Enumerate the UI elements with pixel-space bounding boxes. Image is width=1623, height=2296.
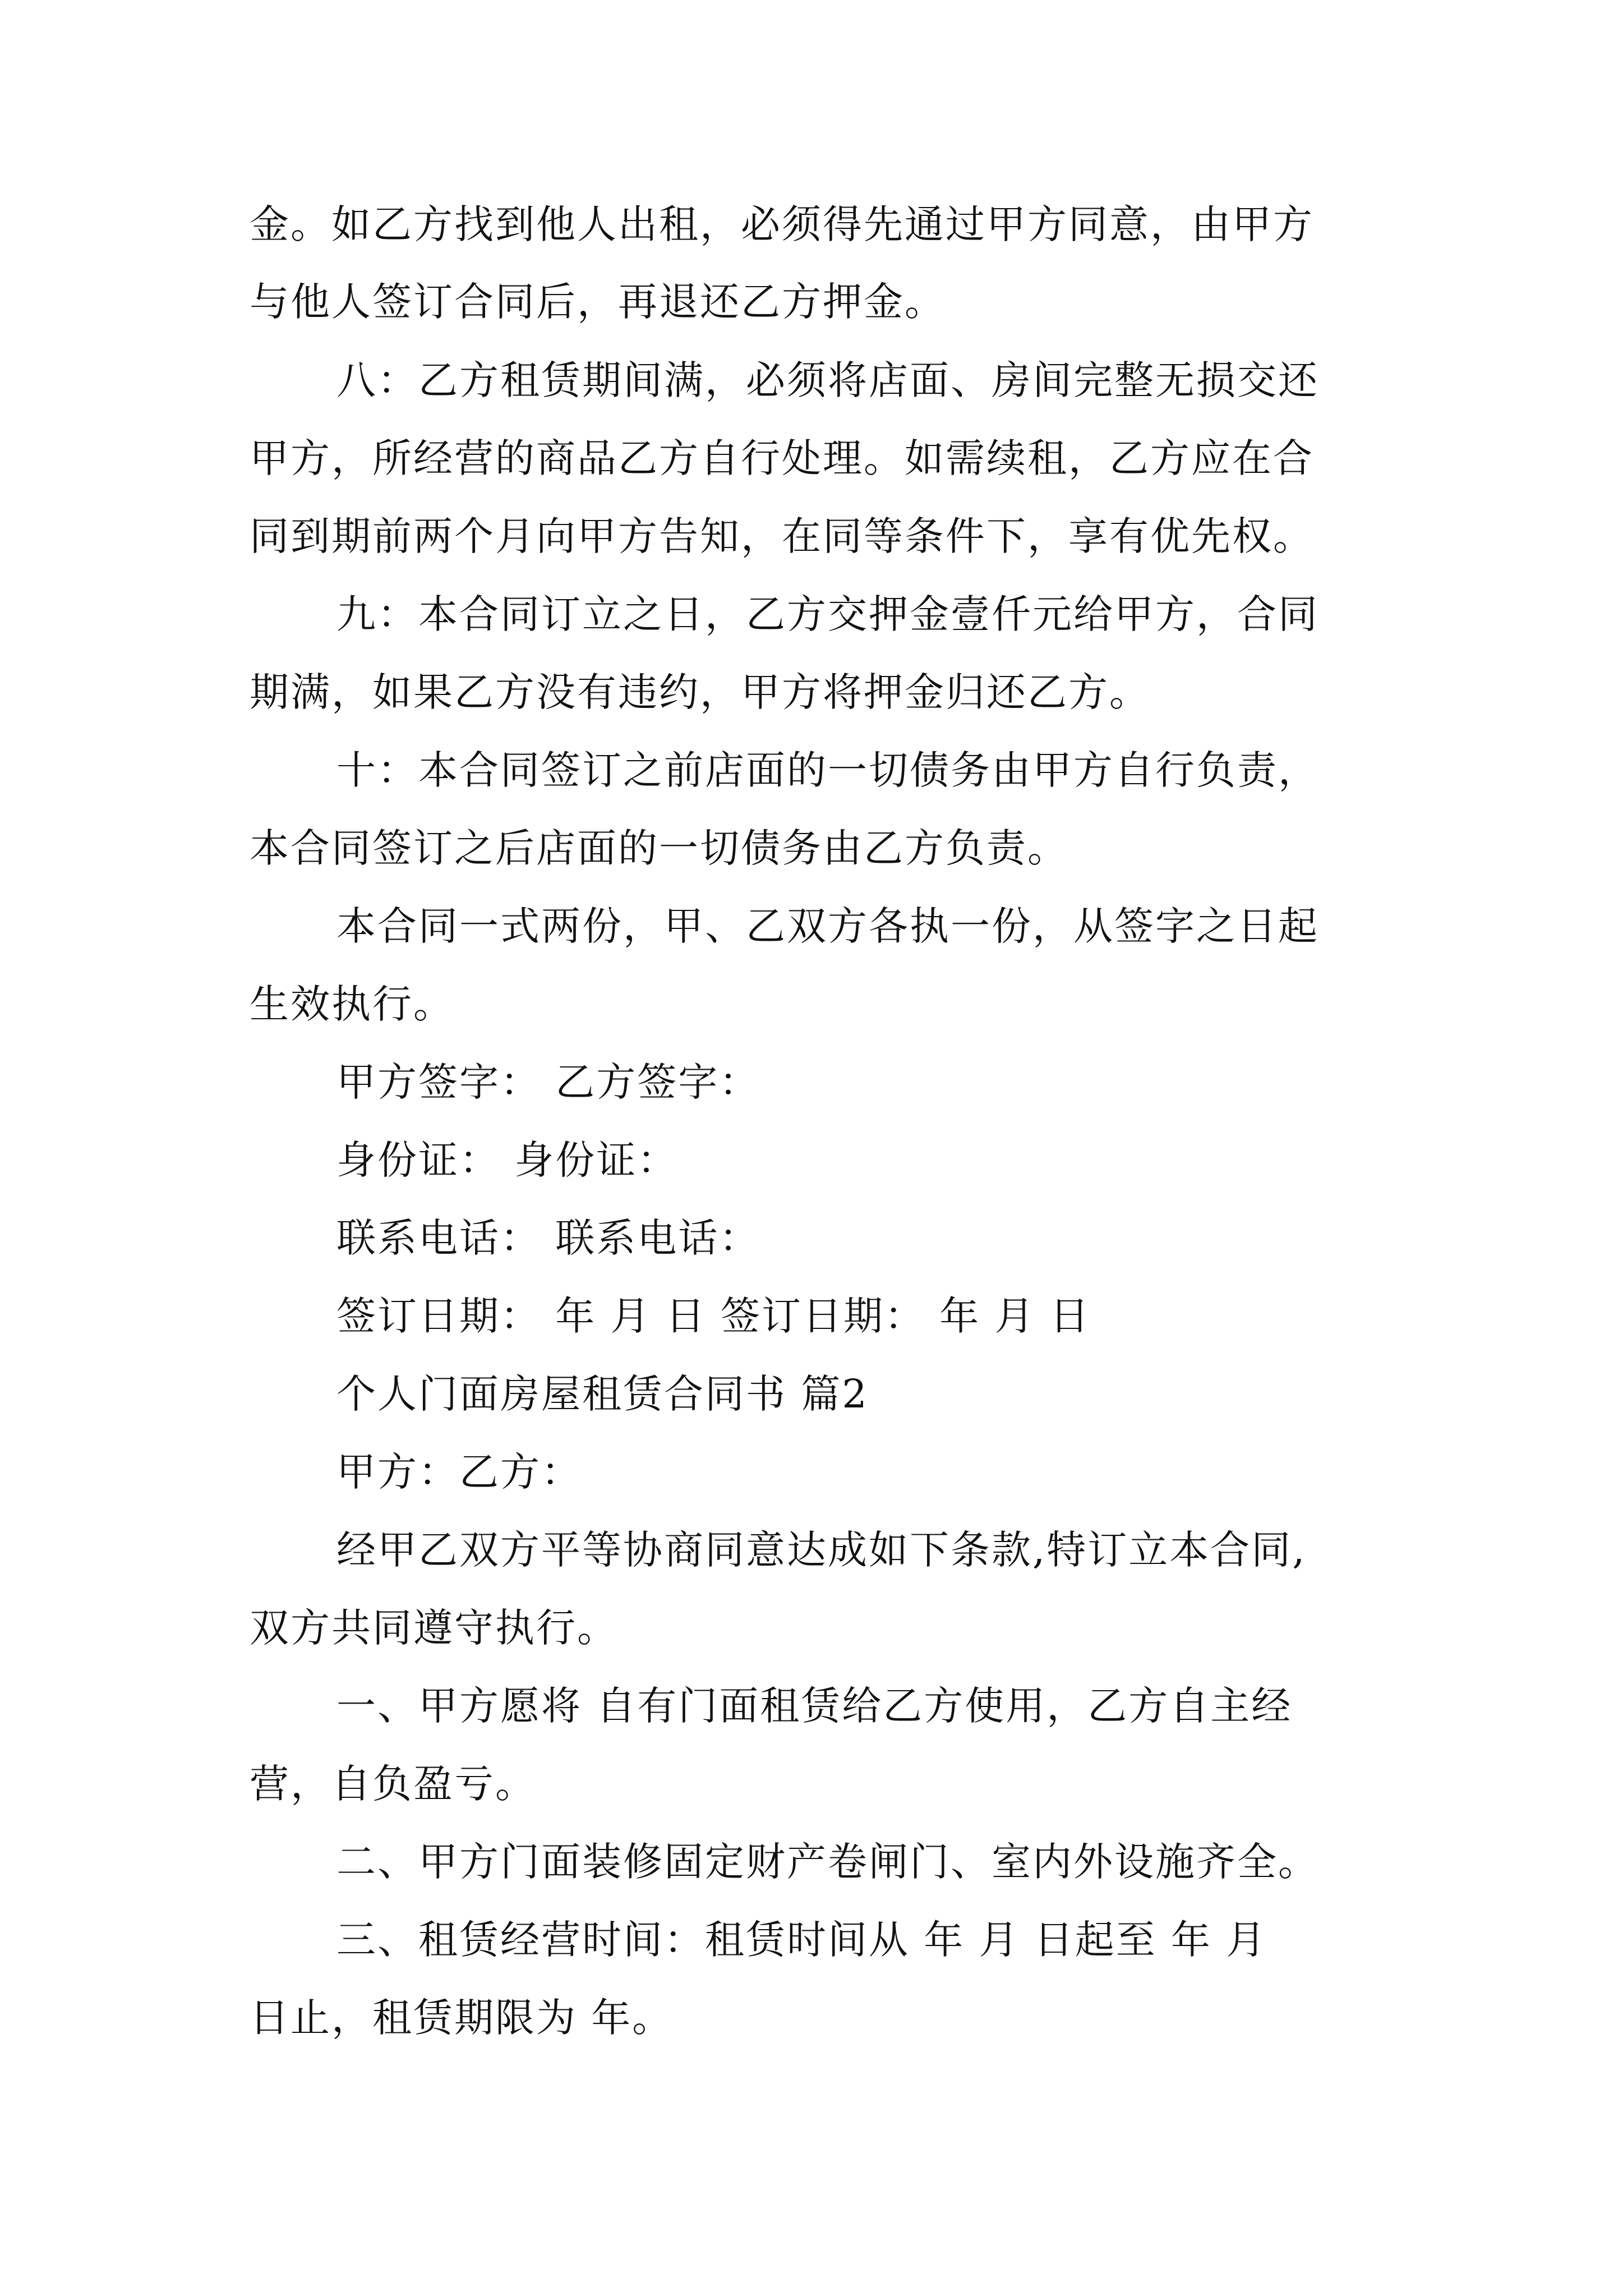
clause-2-line: 二、甲方门面装修固定财产卷闸门、室内外设施齐全。 — [336, 1839, 1319, 1885]
text-line: 甲方，所经营的商品乙方自行处理。如需续租，乙方应在合 — [250, 435, 1314, 481]
clause-3-line: 三、租赁经营时间：租赁时间从 年 月 日起至 年 月 — [336, 1917, 1267, 1963]
text-line: 营，自负盈亏。 — [250, 1761, 536, 1807]
clause-9-line: 九：本合同订立之日，乙方交押金壹仟元给甲方，合同 — [336, 591, 1319, 637]
text-line: 与他人签订合同后，再退还乙方押金。 — [250, 279, 946, 325]
text-line: 金。如乙方找到他人出租，必须得先通过甲方同意，由甲方 — [250, 201, 1314, 247]
signature-line: 甲方签字： 乙方签字： — [336, 1059, 760, 1105]
text-line: 生效执行。 — [250, 981, 454, 1027]
text-line: 期满，如果乙方没有违约，甲方将押金归还乙方。 — [250, 669, 1150, 715]
id-card-line: 身份证： 身份证： — [336, 1137, 679, 1183]
parties-line: 甲方：乙方： — [336, 1449, 582, 1495]
section-heading: 个人门面房屋租赁合同书 篇2 — [336, 1371, 869, 1417]
text-line: 双方共同遵守执行。 — [250, 1605, 618, 1651]
clause-10-line: 十：本合同签订之前店面的一切债务由甲方自行负责， — [336, 747, 1319, 793]
text-line: 同到期前两个月向甲方告知，在同等条件下，享有优先权。 — [250, 513, 1314, 559]
clause-1-line: 一、甲方愿将 自有门面租赁给乙方使用，乙方自主经 — [336, 1683, 1293, 1729]
clause-8-line: 八：乙方租赁期间满，必须将店面、房间完整无损交还 — [336, 357, 1319, 403]
phone-line: 联系电话： 联系电话： — [336, 1215, 760, 1261]
text-line: 日止，租赁期限为 年。 — [250, 1995, 674, 2041]
copies-line: 本合同一式两份，甲、乙双方各执一份，从签字之日起 — [336, 903, 1319, 949]
text-line: 本合同签订之后店面的一切债务由乙方负责。 — [250, 825, 1068, 871]
preamble-line: 经甲乙双方平等协商同意达成如下条款,特订立本合同, — [336, 1527, 1307, 1573]
sign-date-line: 签订日期： 年 月 日 签订日期： 年 月 日 — [336, 1293, 1091, 1339]
